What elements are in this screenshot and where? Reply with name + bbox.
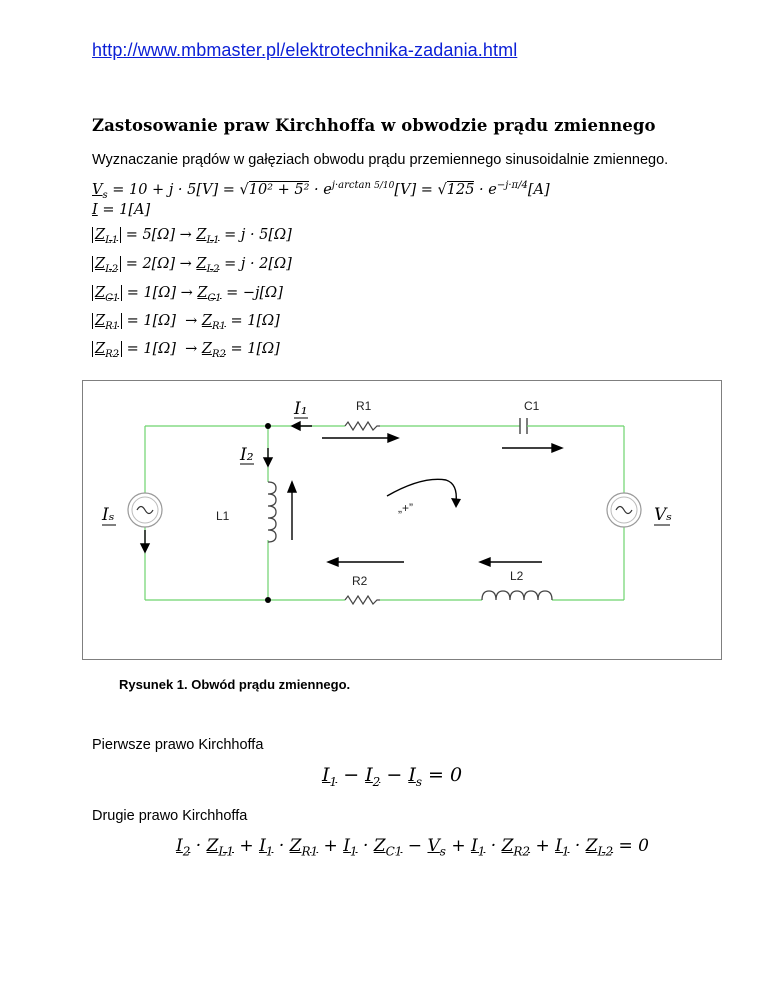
circuit-diagram xyxy=(82,380,722,660)
figure-caption: Rysunek 1. Obwód prądu zmiennego. xyxy=(119,677,351,692)
label-i2: I₂ xyxy=(240,445,254,465)
voltage-source-vs xyxy=(607,493,641,527)
law1-equation: $I_1 - I_2 - I_s = 0$ xyxy=(322,764,463,789)
label-is: Iₛ xyxy=(102,505,115,525)
label-i1: I₁ xyxy=(294,399,308,419)
source-url-link[interactable]: http://www.mbmaster.pl/elektrotechnika-zadania.html xyxy=(92,40,518,60)
page-title: Zastosowanie praw Kirchhoffa w obwodzie prądu zmiennego xyxy=(92,116,656,135)
node-bottom xyxy=(265,597,271,603)
law2-equation: $I_2 \cdot Z_{L1} + I_1 \cdot Z_{R1} + I_1 \cdot Z_{C1} - V_s + I_1 \cdot Z_{R2} + I_1 \cdot Z_{L2} = 0$ xyxy=(176,836,649,859)
label-l1: L1 xyxy=(216,509,230,523)
current-source-is xyxy=(128,493,162,527)
zc1-equation: $Z_{C1} = 1[\Omega] \to Z_{C1} = -j[\Omega]$ xyxy=(92,285,283,304)
zr1-equation: $Z_{R1} = 1[\Omega] \to Z_{R1} = 1[\Omega]$ xyxy=(92,313,280,332)
label-c1: C1 xyxy=(524,399,540,413)
label-r1: R1 xyxy=(356,399,372,413)
intro-text: Wyznaczanie prądów w gałęziach obwodu prądu przemiennego sinusoidalnie zmiennego. xyxy=(92,152,669,168)
label-plus: „+” xyxy=(398,501,413,515)
law2-label: Drugie prawo Kirchhoffa xyxy=(92,808,248,824)
label-l2: L2 xyxy=(510,569,524,583)
node-top xyxy=(265,423,271,429)
label-r2: R2 xyxy=(352,574,368,588)
is-equation: I = 1[A] xyxy=(92,202,151,218)
label-vs: Vₛ xyxy=(654,505,673,525)
zr2-equation: $Z_{R2} = 1[\Omega] \to Z_{R2} = 1[\Omega]$ xyxy=(92,341,280,360)
zl1-equation: $Z_{L1} = 5[\Omega] \to Z_{L1} = j \cdot 5[\Omega]$ xyxy=(92,227,292,246)
law1-label: Pierwsze prawo Kirchhoffa xyxy=(92,737,264,753)
zl2-equation: $Z_{L2} = 2[\Omega] \to Z_{L2} = j \cdot 2[\Omega]$ xyxy=(92,256,292,275)
vs-equation: $V_s = 10 + j \cdot 5[V] = √10^2 + 5^2 \cdot e^{j\cdot arctan 5/10}[V] = √125 \cdot e^{-j\cdot\pi/4}[A]$ xyxy=(92,180,550,201)
